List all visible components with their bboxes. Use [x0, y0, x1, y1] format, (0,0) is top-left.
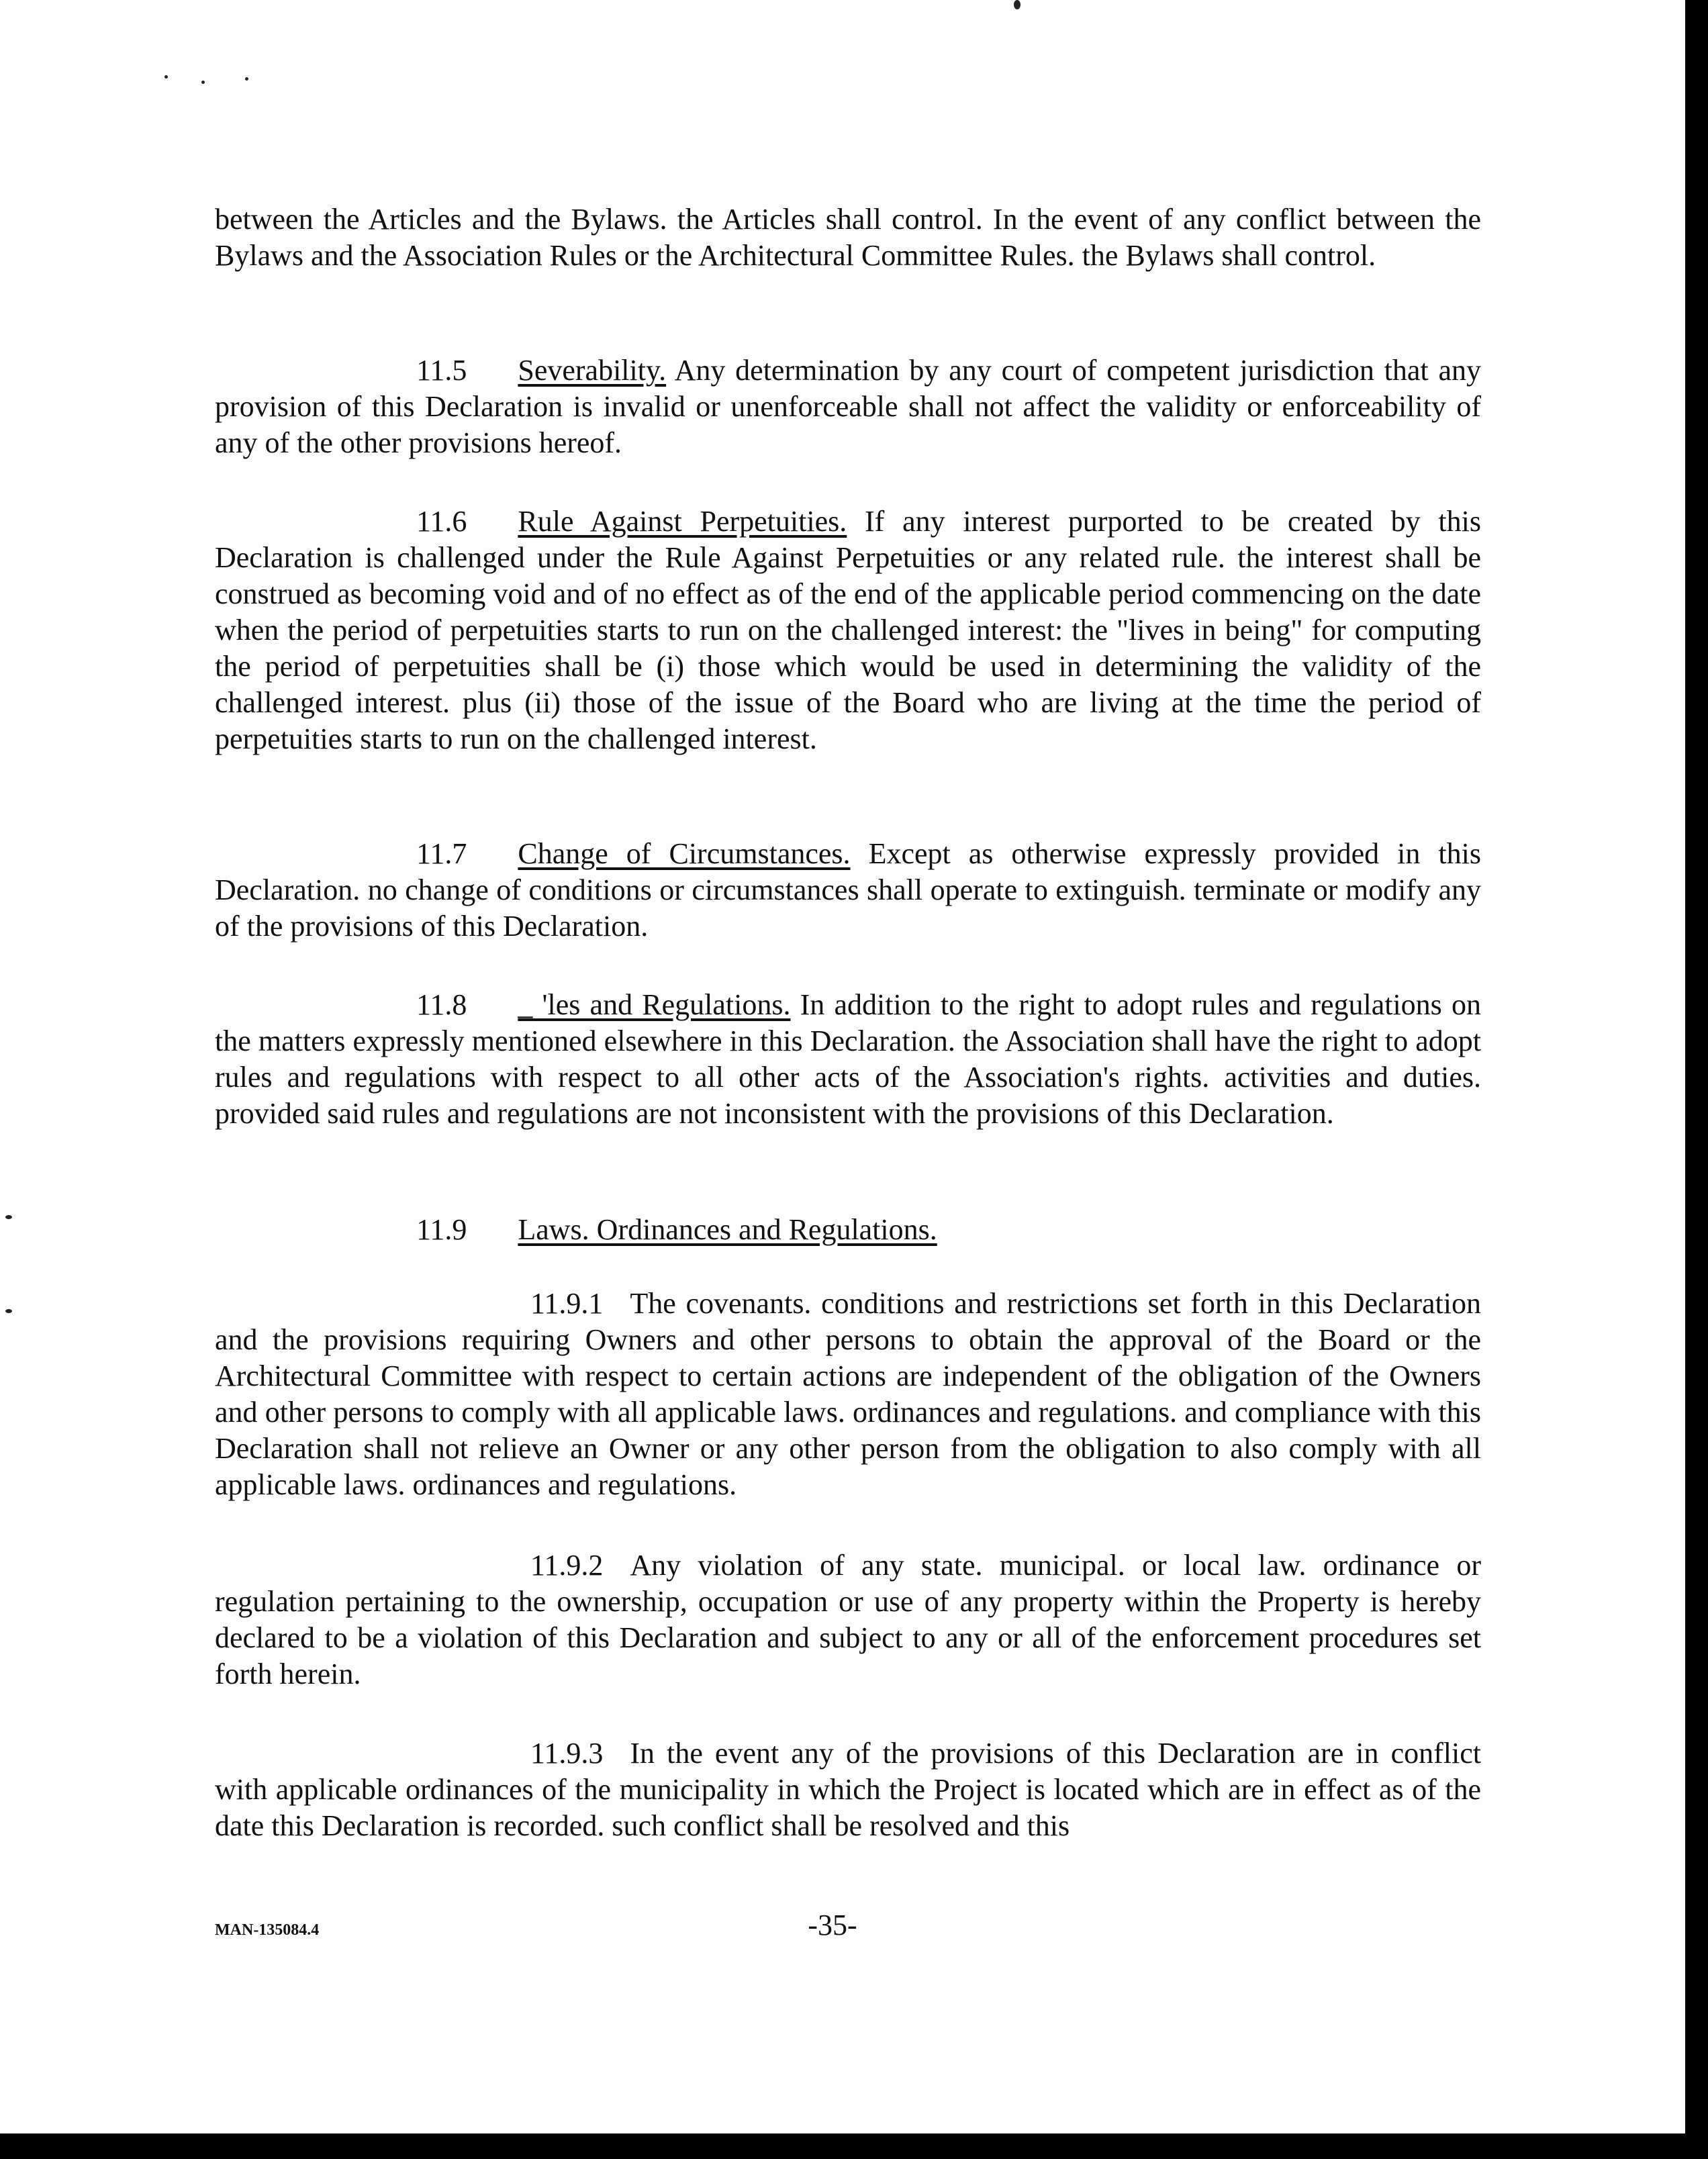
- section-body: Except as otherwise expressly provided in this Declaration. no change of conditions or circumstances shall operate to extinguish. terminate or modify any of the provisions of this Declaration.: [215, 837, 1481, 943]
- section-body: In addition to the right to adopt rules and regulations on the matters expressly mentioned elsewhere in this Declaration. the Association shall have the right to adopt rules and regulations with respect to all other acts of the Association's rights. activities and duties. provided said rules and regulations are not inconsistent with the provisions of this Declaration.: [215, 988, 1481, 1130]
- scan-speck: [164, 75, 168, 79]
- section-11-7: [215, 836, 1481, 945]
- section-heading: Laws. Ordinances and Regulations.: [518, 1213, 937, 1246]
- section-body: If any interest purported to be created by this Declaration is challenged under the Rule Against Perpetuities or any related rule. the interest shall be construed as becoming void and of no effect as of the end of the applicable period commencing on the date when the period of perpetuities starts to run on the challenged interest: the "lives in being" for computing the period of perpetuities shall be (i) those which would be used in determining the validity of the challenged interest. plus (ii) those of the issue of the Board who are living at the time the period of perpetuities starts to run on the challenged interest.: [215, 505, 1481, 755]
- section-body: Any determination by any court of competent jurisdiction that any provision of this Declaration is invalid or unenforceable shall not affect the validity or enforceability of any of the other provisions hereof.: [215, 354, 1481, 459]
- section-heading: Change of Circumstances.: [518, 837, 851, 870]
- paragraph-text: between the Articles and the Bylaws. the Articles shall control. In the event of any conflict between the Bylaws and the Association Rules or the Architectural Committee Rules. the Bylaws shall control.: [215, 203, 1481, 272]
- subsection-number: 11.9.2: [530, 1549, 604, 1582]
- section-11-5: [215, 352, 1481, 461]
- scan-speck: [245, 77, 248, 81]
- section-11-9: [215, 1212, 1481, 1248]
- section-number: 11.9: [416, 1213, 467, 1246]
- subsection-11-9-1: [215, 1286, 1481, 1503]
- subsection-number: 11.9.1: [530, 1287, 604, 1320]
- subsection-body: Any violation of any state. municipal. or local law. ordinance or regulation pertaining to the ownership, occupation or use of any property within the Property is hereby declared to be a violation of this Declaration and subject to any or all of the enforcement procedures set forth herein.: [215, 1549, 1481, 1690]
- scan-speck: [5, 1309, 12, 1313]
- section-11-6: [215, 503, 1481, 757]
- subsection-body: In the event any of the provisions of this Declaration are in conflict with applicable ordinances of the municipality in which the Project is located which are in effect as of the date this Declaration is recorded. such conflict shall be resolved and this: [215, 1737, 1481, 1842]
- scan-speck: [1014, 0, 1021, 9]
- scan-speck: [201, 81, 205, 84]
- section-number: 11.8: [416, 988, 467, 1021]
- subsection-number: 11.9.3: [530, 1737, 604, 1770]
- section-number: 11.7: [416, 837, 467, 870]
- section-heading: _ 'les and Regulations.: [518, 988, 791, 1021]
- subsection-11-9-2: [215, 1547, 1481, 1692]
- subsection-11-9-3: [215, 1735, 1481, 1844]
- subsection-body: The covenants. conditions and restrictions set forth in this Declaration and the provisions requiring Owners and other persons to obtain the approval of the Board or the Architectural Committee with respect to certain actions are independent of the obligation of the Owners and other persons to comply with all applicable laws. ordinances and regulations. and compliance with this Declaration shall not relieve an Owner or any other person from the obligation to also comply with all applicable laws. ordinances and regulations.: [215, 1287, 1481, 1501]
- section-number: 11.5: [416, 354, 467, 387]
- document-code: MAN-135084.4: [215, 1921, 320, 1939]
- section-number: 11.6: [416, 505, 467, 538]
- paragraph-continuation: [215, 201, 1481, 274]
- section-heading: Rule Against Perpetuities.: [518, 505, 847, 538]
- section-11-8: [215, 987, 1481, 1132]
- section-heading: Severability.: [518, 354, 667, 387]
- scan-speck: [5, 1215, 12, 1219]
- page-number: -35-: [808, 1909, 857, 1941]
